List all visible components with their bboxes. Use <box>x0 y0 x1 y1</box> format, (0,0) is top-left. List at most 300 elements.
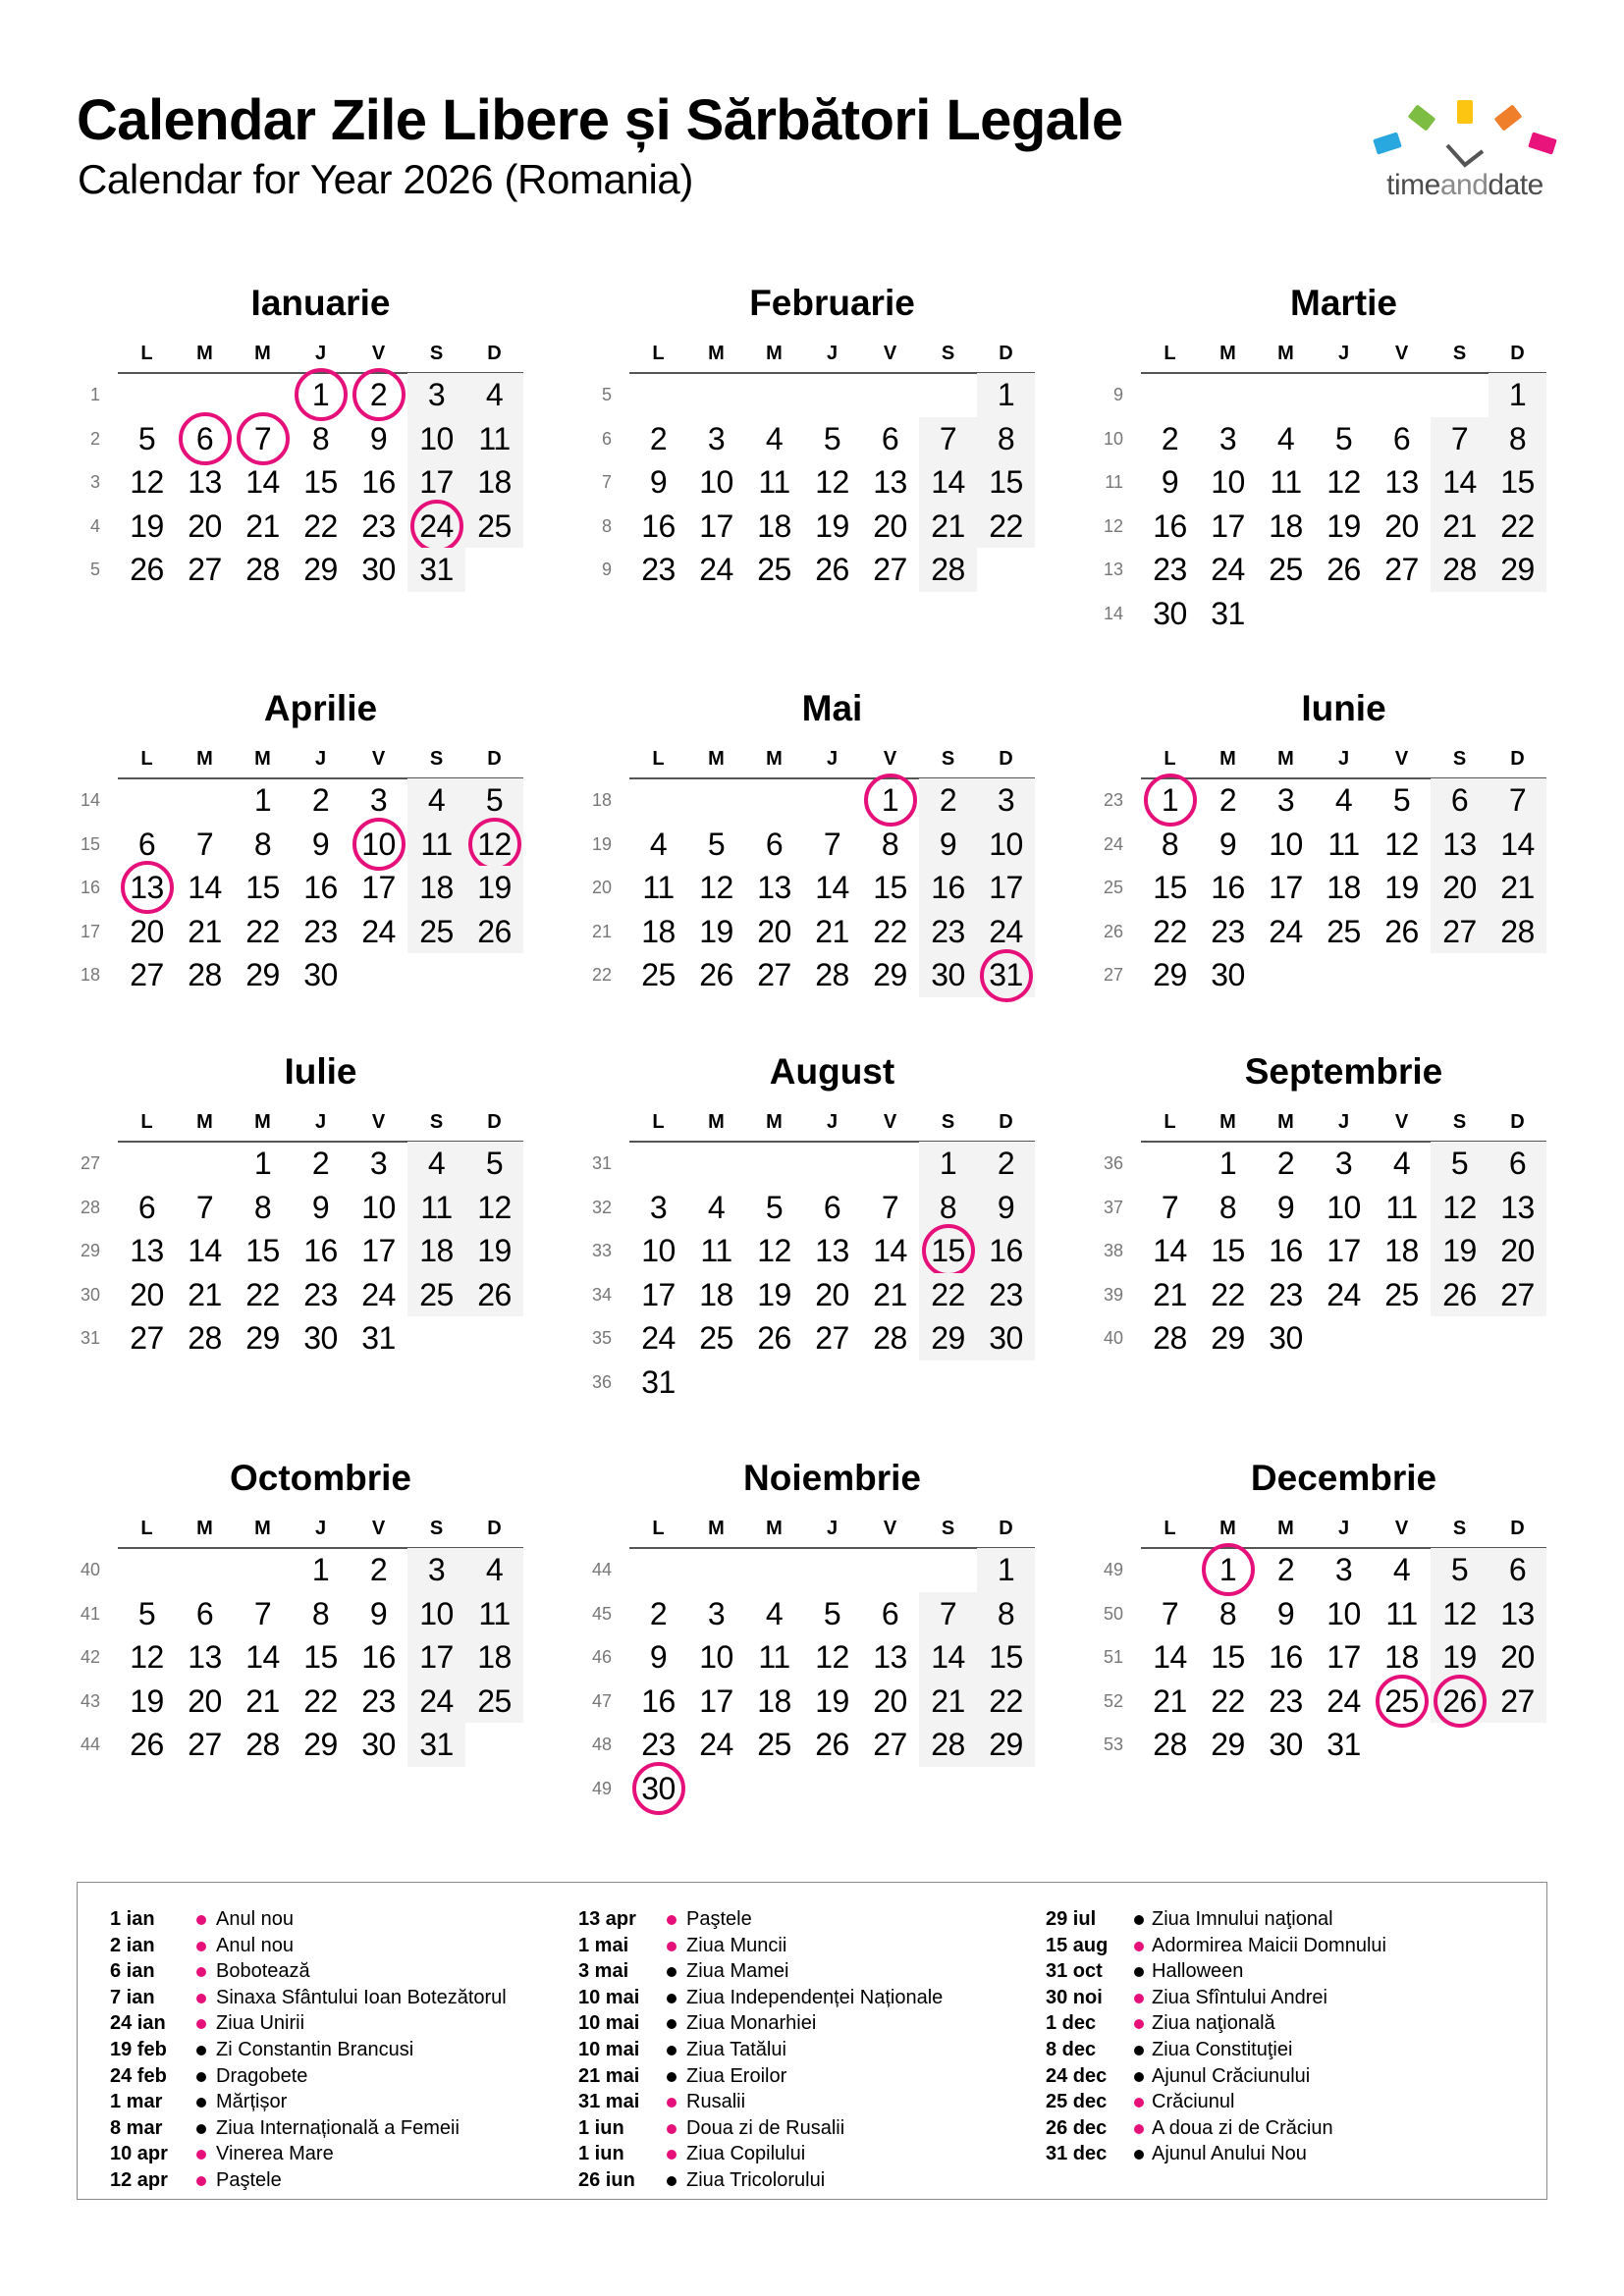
day-cell[interactable] <box>1199 823 1257 867</box>
day-cell[interactable] <box>292 1548 350 1592</box>
day-cell[interactable] <box>292 1592 350 1636</box>
day-cell[interactable] <box>465 1229 523 1273</box>
day-cell[interactable] <box>1489 1635 1546 1680</box>
day-cell[interactable] <box>977 460 1035 505</box>
day-cell[interactable] <box>465 1680 523 1724</box>
day-cell[interactable] <box>407 778 465 823</box>
day-cell[interactable] <box>350 1142 407 1186</box>
day-cell[interactable] <box>745 1273 803 1317</box>
day-cell[interactable] <box>465 1186 523 1230</box>
day-cell[interactable] <box>234 823 292 867</box>
day-cell[interactable] <box>629 1723 687 1767</box>
day-cell[interactable] <box>292 1229 350 1273</box>
day-cell[interactable] <box>687 1273 745 1317</box>
day-cell[interactable] <box>1315 1635 1373 1680</box>
day-cell[interactable] <box>176 910 234 954</box>
day-cell[interactable] <box>176 866 234 910</box>
day-cell[interactable] <box>234 1273 292 1317</box>
day-cell[interactable] <box>687 1592 745 1636</box>
day-cell[interactable] <box>1141 1723 1199 1767</box>
day-cell[interactable] <box>745 866 803 910</box>
day-cell[interactable] <box>350 1316 407 1361</box>
day-cell[interactable] <box>465 866 523 910</box>
day-cell[interactable] <box>977 373 1035 417</box>
day-cell[interactable] <box>1257 548 1315 592</box>
day-cell[interactable] <box>861 1229 919 1273</box>
day-cell[interactable] <box>1141 417 1199 461</box>
day-cell[interactable] <box>687 460 745 505</box>
day-cell[interactable] <box>350 910 407 954</box>
day-cell[interactable] <box>176 1680 234 1724</box>
day-cell[interactable] <box>465 1548 523 1592</box>
day-cell[interactable] <box>234 1229 292 1273</box>
day-cell[interactable] <box>861 1680 919 1724</box>
day-cell[interactable] <box>745 823 803 867</box>
day-cell[interactable] <box>687 953 745 997</box>
day-cell[interactable] <box>1199 548 1257 592</box>
day-cell[interactable] <box>861 1723 919 1767</box>
day-cell[interactable] <box>1257 1316 1315 1361</box>
day-cell[interactable] <box>118 1592 176 1636</box>
day-cell[interactable] <box>861 1273 919 1317</box>
day-cell[interactable] <box>1141 1229 1199 1273</box>
day-cell[interactable] <box>407 823 465 867</box>
day-cell[interactable] <box>292 1723 350 1767</box>
day-cell[interactable] <box>977 1316 1035 1361</box>
day-cell[interactable] <box>1199 866 1257 910</box>
day-cell[interactable] <box>861 505 919 549</box>
day-cell[interactable] <box>1199 1273 1257 1317</box>
day-cell[interactable] <box>745 1680 803 1724</box>
day-cell[interactable] <box>803 1186 861 1230</box>
day-cell[interactable] <box>803 460 861 505</box>
day-cell[interactable] <box>1489 1592 1546 1636</box>
day-cell[interactable] <box>234 953 292 997</box>
day-cell[interactable] <box>292 505 350 549</box>
day-cell[interactable] <box>350 1186 407 1230</box>
day-cell[interactable] <box>919 1142 977 1186</box>
day-cell[interactable] <box>629 1229 687 1273</box>
day-cell[interactable] <box>1489 1142 1546 1186</box>
day-cell[interactable] <box>977 1273 1035 1317</box>
day-cell[interactable] <box>919 460 977 505</box>
day-cell[interactable] <box>1431 866 1489 910</box>
day-cell[interactable] <box>919 1723 977 1767</box>
day-cell[interactable] <box>1489 866 1546 910</box>
day-cell[interactable] <box>1199 460 1257 505</box>
day-cell[interactable] <box>803 548 861 592</box>
day-cell[interactable] <box>1315 1592 1373 1636</box>
day-cell[interactable] <box>745 505 803 549</box>
day-cell[interactable] <box>1199 1186 1257 1230</box>
day-cell[interactable] <box>1315 823 1373 867</box>
day-cell[interactable] <box>1141 592 1199 636</box>
day-cell[interactable] <box>861 1635 919 1680</box>
day-cell[interactable] <box>234 778 292 823</box>
day-cell[interactable] <box>1373 910 1431 954</box>
day-cell[interactable] <box>919 823 977 867</box>
day-cell[interactable] <box>176 548 234 592</box>
day-cell[interactable] <box>1489 1229 1546 1273</box>
day-cell[interactable] <box>1373 1635 1431 1680</box>
day-cell[interactable] <box>745 1316 803 1361</box>
day-cell[interactable] <box>350 460 407 505</box>
day-cell[interactable] <box>1489 548 1546 592</box>
day-cell[interactable] <box>465 417 523 461</box>
day-cell[interactable] <box>292 1142 350 1186</box>
day-cell[interactable] <box>465 460 523 505</box>
day-cell[interactable] <box>687 1229 745 1273</box>
day-cell[interactable] <box>977 1680 1035 1724</box>
day-cell[interactable] <box>1431 1186 1489 1230</box>
day-cell[interactable] <box>234 1680 292 1724</box>
day-cell[interactable] <box>1257 417 1315 461</box>
day-cell[interactable] <box>176 1186 234 1230</box>
day-cell[interactable] <box>977 1548 1035 1592</box>
day-cell[interactable] <box>176 1635 234 1680</box>
day-cell[interactable] <box>1199 910 1257 954</box>
day-cell[interactable] <box>1431 1229 1489 1273</box>
day-cell[interactable] <box>118 1316 176 1361</box>
day-cell[interactable] <box>745 548 803 592</box>
day-cell[interactable] <box>629 1186 687 1230</box>
day-cell[interactable] <box>977 1635 1035 1680</box>
day-cell[interactable] <box>861 417 919 461</box>
day-cell[interactable] <box>861 1592 919 1636</box>
day-cell[interactable] <box>292 910 350 954</box>
day-cell[interactable] <box>687 1680 745 1724</box>
day-cell[interactable] <box>407 373 465 417</box>
day-cell[interactable] <box>803 417 861 461</box>
day-cell[interactable] <box>629 1273 687 1317</box>
day-cell[interactable] <box>1141 823 1199 867</box>
day-cell[interactable] <box>292 1635 350 1680</box>
day-cell[interactable] <box>745 460 803 505</box>
day-cell[interactable] <box>1489 505 1546 549</box>
day-cell[interactable] <box>1141 866 1199 910</box>
holiday-day-cell[interactable] <box>919 1229 977 1273</box>
day-cell[interactable] <box>1315 505 1373 549</box>
day-cell[interactable] <box>629 823 687 867</box>
day-cell[interactable] <box>629 505 687 549</box>
day-cell[interactable] <box>919 1186 977 1230</box>
day-cell[interactable] <box>919 417 977 461</box>
day-cell[interactable] <box>407 910 465 954</box>
day-cell[interactable] <box>745 953 803 997</box>
day-cell[interactable] <box>176 1316 234 1361</box>
day-cell[interactable] <box>292 778 350 823</box>
day-cell[interactable] <box>687 910 745 954</box>
day-cell[interactable] <box>1315 910 1373 954</box>
day-cell[interactable] <box>1141 1186 1199 1230</box>
day-cell[interactable] <box>1431 417 1489 461</box>
day-cell[interactable] <box>234 1723 292 1767</box>
day-cell[interactable] <box>919 1680 977 1724</box>
day-cell[interactable] <box>629 1592 687 1636</box>
day-cell[interactable] <box>350 1548 407 1592</box>
day-cell[interactable] <box>118 548 176 592</box>
holiday-day-cell[interactable] <box>1199 1548 1257 1592</box>
day-cell[interactable] <box>176 460 234 505</box>
day-cell[interactable] <box>1489 1548 1546 1592</box>
day-cell[interactable] <box>1257 1548 1315 1592</box>
timeanddate-logo[interactable] <box>1367 88 1563 206</box>
day-cell[interactable] <box>176 953 234 997</box>
day-cell[interactable] <box>919 1592 977 1636</box>
day-cell[interactable] <box>629 1680 687 1724</box>
day-cell[interactable] <box>1257 1142 1315 1186</box>
day-cell[interactable] <box>1257 505 1315 549</box>
day-cell[interactable] <box>1315 1273 1373 1317</box>
day-cell[interactable] <box>745 1723 803 1767</box>
day-cell[interactable] <box>1373 1229 1431 1273</box>
day-cell[interactable] <box>465 1635 523 1680</box>
day-cell[interactable] <box>861 1316 919 1361</box>
day-cell[interactable] <box>1141 1680 1199 1724</box>
holiday-day-cell[interactable] <box>1431 1680 1489 1724</box>
day-cell[interactable] <box>1199 1316 1257 1361</box>
day-cell[interactable] <box>118 505 176 549</box>
day-cell[interactable] <box>977 1142 1035 1186</box>
day-cell[interactable] <box>803 866 861 910</box>
day-cell[interactable] <box>1257 1273 1315 1317</box>
day-cell[interactable] <box>234 866 292 910</box>
day-cell[interactable] <box>176 823 234 867</box>
day-cell[interactable] <box>803 1680 861 1724</box>
day-cell[interactable] <box>350 1592 407 1636</box>
day-cell[interactable] <box>629 866 687 910</box>
day-cell[interactable] <box>1257 866 1315 910</box>
day-cell[interactable] <box>407 460 465 505</box>
day-cell[interactable] <box>350 866 407 910</box>
day-cell[interactable] <box>803 505 861 549</box>
day-cell[interactable] <box>1257 778 1315 823</box>
day-cell[interactable] <box>1199 1592 1257 1636</box>
day-cell[interactable] <box>292 1680 350 1724</box>
day-cell[interactable] <box>803 1592 861 1636</box>
day-cell[interactable] <box>1257 460 1315 505</box>
holiday-day-cell[interactable] <box>407 505 465 549</box>
day-cell[interactable] <box>292 1273 350 1317</box>
day-cell[interactable] <box>919 1316 977 1361</box>
day-cell[interactable] <box>1431 505 1489 549</box>
day-cell[interactable] <box>465 1273 523 1317</box>
day-cell[interactable] <box>234 460 292 505</box>
day-cell[interactable] <box>234 1635 292 1680</box>
day-cell[interactable] <box>1141 460 1199 505</box>
day-cell[interactable] <box>234 1316 292 1361</box>
day-cell[interactable] <box>407 1142 465 1186</box>
day-cell[interactable] <box>118 417 176 461</box>
day-cell[interactable] <box>118 460 176 505</box>
day-cell[interactable] <box>350 778 407 823</box>
day-cell[interactable] <box>1373 460 1431 505</box>
day-cell[interactable] <box>745 1635 803 1680</box>
day-cell[interactable] <box>407 1723 465 1767</box>
day-cell[interactable] <box>687 417 745 461</box>
day-cell[interactable] <box>1373 1592 1431 1636</box>
day-cell[interactable] <box>977 910 1035 954</box>
day-cell[interactable] <box>745 1186 803 1230</box>
day-cell[interactable] <box>407 417 465 461</box>
day-cell[interactable] <box>977 778 1035 823</box>
day-cell[interactable] <box>1315 548 1373 592</box>
day-cell[interactable] <box>350 1680 407 1724</box>
day-cell[interactable] <box>1315 1548 1373 1592</box>
day-cell[interactable] <box>407 1186 465 1230</box>
day-cell[interactable] <box>803 1635 861 1680</box>
day-cell[interactable] <box>687 1723 745 1767</box>
day-cell[interactable] <box>1257 1723 1315 1767</box>
day-cell[interactable] <box>1199 1229 1257 1273</box>
day-cell[interactable] <box>1373 823 1431 867</box>
day-cell[interactable] <box>407 1635 465 1680</box>
day-cell[interactable] <box>803 823 861 867</box>
day-cell[interactable] <box>1199 505 1257 549</box>
day-cell[interactable] <box>176 1592 234 1636</box>
day-cell[interactable] <box>1199 778 1257 823</box>
day-cell[interactable] <box>803 1316 861 1361</box>
day-cell[interactable] <box>629 548 687 592</box>
day-cell[interactable] <box>977 1723 1035 1767</box>
day-cell[interactable] <box>861 823 919 867</box>
day-cell[interactable] <box>629 910 687 954</box>
holiday-day-cell[interactable] <box>977 953 1035 997</box>
day-cell[interactable] <box>118 1635 176 1680</box>
day-cell[interactable] <box>407 548 465 592</box>
day-cell[interactable] <box>1431 460 1489 505</box>
day-cell[interactable] <box>1431 823 1489 867</box>
holiday-day-cell[interactable] <box>292 373 350 417</box>
day-cell[interactable] <box>465 1592 523 1636</box>
day-cell[interactable] <box>1257 1680 1315 1724</box>
day-cell[interactable] <box>1489 823 1546 867</box>
day-cell[interactable] <box>687 1316 745 1361</box>
day-cell[interactable] <box>861 548 919 592</box>
day-cell[interactable] <box>176 1723 234 1767</box>
day-cell[interactable] <box>118 1229 176 1273</box>
day-cell[interactable] <box>803 1723 861 1767</box>
holiday-day-cell[interactable] <box>118 866 176 910</box>
holiday-day-cell[interactable] <box>861 778 919 823</box>
day-cell[interactable] <box>1431 910 1489 954</box>
day-cell[interactable] <box>1257 1592 1315 1636</box>
day-cell[interactable] <box>1315 1142 1373 1186</box>
day-cell[interactable] <box>176 505 234 549</box>
day-cell[interactable] <box>1199 1680 1257 1724</box>
day-cell[interactable] <box>1199 417 1257 461</box>
day-cell[interactable] <box>407 1680 465 1724</box>
day-cell[interactable] <box>861 866 919 910</box>
day-cell[interactable] <box>118 823 176 867</box>
day-cell[interactable] <box>1489 910 1546 954</box>
day-cell[interactable] <box>1315 1229 1373 1273</box>
day-cell[interactable] <box>861 953 919 997</box>
day-cell[interactable] <box>1489 1186 1546 1230</box>
day-cell[interactable] <box>977 1592 1035 1636</box>
day-cell[interactable] <box>1489 373 1546 417</box>
day-cell[interactable] <box>1315 417 1373 461</box>
day-cell[interactable] <box>1199 953 1257 997</box>
day-cell[interactable] <box>861 910 919 954</box>
day-cell[interactable] <box>234 1592 292 1636</box>
day-cell[interactable] <box>1141 953 1199 997</box>
day-cell[interactable] <box>1141 505 1199 549</box>
day-cell[interactable] <box>1141 1273 1199 1317</box>
day-cell[interactable] <box>745 910 803 954</box>
day-cell[interactable] <box>803 1229 861 1273</box>
day-cell[interactable] <box>861 460 919 505</box>
day-cell[interactable] <box>465 373 523 417</box>
holiday-day-cell[interactable] <box>350 823 407 867</box>
holiday-day-cell[interactable] <box>465 823 523 867</box>
day-cell[interactable] <box>1431 548 1489 592</box>
day-cell[interactable] <box>1373 1273 1431 1317</box>
day-cell[interactable] <box>118 910 176 954</box>
day-cell[interactable] <box>1431 1273 1489 1317</box>
day-cell[interactable] <box>1431 1548 1489 1592</box>
day-cell[interactable] <box>745 1592 803 1636</box>
day-cell[interactable] <box>1431 778 1489 823</box>
day-cell[interactable] <box>292 1316 350 1361</box>
day-cell[interactable] <box>629 1635 687 1680</box>
day-cell[interactable] <box>629 460 687 505</box>
day-cell[interactable] <box>350 1723 407 1767</box>
day-cell[interactable] <box>1373 1186 1431 1230</box>
day-cell[interactable] <box>1431 1635 1489 1680</box>
day-cell[interactable] <box>919 910 977 954</box>
day-cell[interactable] <box>1373 417 1431 461</box>
day-cell[interactable] <box>350 1273 407 1317</box>
holiday-day-cell[interactable] <box>350 373 407 417</box>
day-cell[interactable] <box>292 417 350 461</box>
day-cell[interactable] <box>407 1229 465 1273</box>
day-cell[interactable] <box>861 1186 919 1230</box>
day-cell[interactable] <box>350 1635 407 1680</box>
day-cell[interactable] <box>1141 1635 1199 1680</box>
day-cell[interactable] <box>234 910 292 954</box>
day-cell[interactable] <box>350 1229 407 1273</box>
day-cell[interactable] <box>629 1361 687 1405</box>
day-cell[interactable] <box>1315 778 1373 823</box>
day-cell[interactable] <box>465 505 523 549</box>
day-cell[interactable] <box>118 1273 176 1317</box>
day-cell[interactable] <box>350 505 407 549</box>
day-cell[interactable] <box>234 1186 292 1230</box>
day-cell[interactable] <box>1257 1229 1315 1273</box>
day-cell[interactable] <box>1199 1723 1257 1767</box>
day-cell[interactable] <box>919 866 977 910</box>
day-cell[interactable] <box>687 548 745 592</box>
day-cell[interactable] <box>118 1186 176 1230</box>
day-cell[interactable] <box>1257 1635 1315 1680</box>
day-cell[interactable] <box>745 417 803 461</box>
day-cell[interactable] <box>919 953 977 997</box>
day-cell[interactable] <box>803 910 861 954</box>
day-cell[interactable] <box>465 778 523 823</box>
day-cell[interactable] <box>407 1548 465 1592</box>
day-cell[interactable] <box>1489 1273 1546 1317</box>
day-cell[interactable] <box>176 1273 234 1317</box>
day-cell[interactable] <box>1489 417 1546 461</box>
day-cell[interactable] <box>118 953 176 997</box>
day-cell[interactable] <box>1141 1592 1199 1636</box>
holiday-day-cell[interactable] <box>176 417 234 461</box>
day-cell[interactable] <box>407 1592 465 1636</box>
holiday-day-cell[interactable] <box>1373 1680 1431 1724</box>
holiday-day-cell[interactable] <box>234 417 292 461</box>
day-cell[interactable] <box>292 1186 350 1230</box>
